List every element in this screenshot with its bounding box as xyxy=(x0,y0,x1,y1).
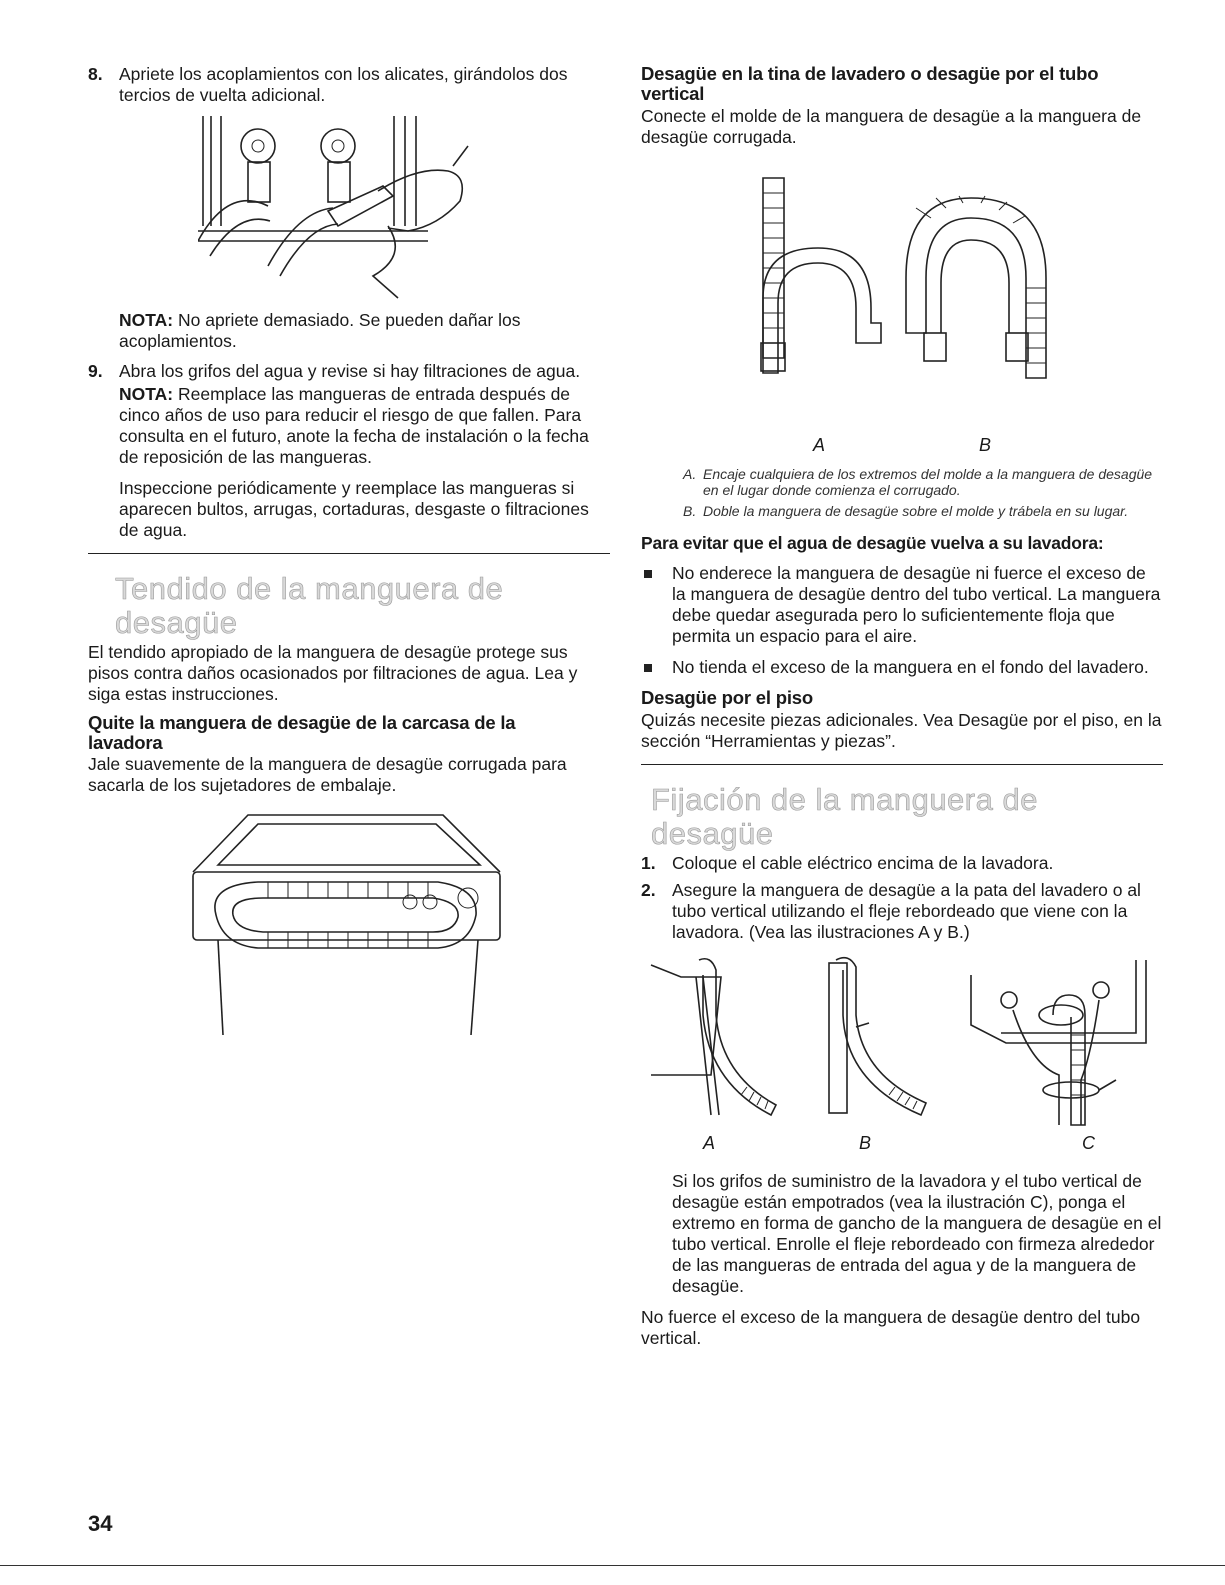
page-number: 34 xyxy=(88,1511,113,1536)
no-force-text: No fuerce el exceso de la manguera de desagüe dentro del tubo vertical. xyxy=(641,1307,1141,1348)
bullet-icon xyxy=(644,664,652,672)
note-label: NOTA: xyxy=(119,310,174,330)
subheading-prevent-backflow: Para evitar que el agua de desagüe vuelva a su lavadora: xyxy=(641,533,1104,553)
step-text: Abra los grifos del agua y revise si hay filtraciones de agua. xyxy=(119,361,581,381)
tub-text: Conecte el molde de la manguera de desagüe a la manguera de desagüe corrugada. xyxy=(641,106,1142,147)
floor-text: Quizás necesite piezas adicionales. Vea Desagüe por el piso, en la sección “Herramientas y piezas”. xyxy=(641,710,1162,751)
note-1 xyxy=(88,310,610,352)
figure-label-c: C xyxy=(1082,1133,1095,1153)
step-number: 8. xyxy=(88,64,103,84)
inspect-text: Inspeccione periódicamente y reemplace las mangueras si aparecen bultos, arrugas, cortaduras, desgaste o filtraciones de agua. xyxy=(119,478,589,540)
subheading-remove-hose: Quite la manguera de desagüe de la carcasa de la lavadora xyxy=(88,712,516,753)
caption-key: B. xyxy=(683,503,697,519)
caption-text: Encaje cualquiera de los extremos del molde a la manguera de desagüe en el lugar donde comienza el corrugado. xyxy=(703,466,1153,498)
step-2 xyxy=(641,880,1163,943)
caption-key: A. xyxy=(683,466,697,482)
list-item-text: No tienda el exceso de la manguera en el fondo del lavadero. xyxy=(672,657,1149,677)
subheading-floor-drain: Desagüe por el piso xyxy=(641,687,813,708)
caption-text: Doble la manguera de desagüe sobre el molde y trábela en su lugar. xyxy=(703,503,1129,519)
note-label: NOTA: xyxy=(119,384,174,404)
figure-label-a: A xyxy=(813,435,826,455)
note-text: Reemplace las mangueras de entrada después de cinco años de uso para reducir el riesgo de que fallen. Para consulta en el futuro, anote la fecha de instalación o la fecha de reposición de las mangueras. xyxy=(119,384,589,467)
bullet-icon xyxy=(644,570,652,578)
right-column xyxy=(641,64,1163,1349)
section-title-routing: Tendido de la manguera de desagüe xyxy=(115,571,504,640)
prevent-list xyxy=(641,563,1163,678)
bottom-rule xyxy=(0,1565,1225,1566)
caption-item-a xyxy=(683,466,1163,498)
list-item xyxy=(641,657,1163,678)
list-item-text: No enderece la manguera de desagüe ni fuerce el exceso de la manguera de desagüe dentro del tubo vertical. La manguera debe quedar asegurada pero lo suficientemente floja que permita un espacio para el aire. xyxy=(672,563,1161,646)
note-text: No apriete demasiado. Se pueden dañar los acoplamientos. xyxy=(119,310,521,351)
step-number: 1. xyxy=(641,853,656,873)
step-text: Coloque el cable eléctrico encima de la lavadora. xyxy=(672,853,1054,873)
section-intro: El tendido apropiado de la manguera de desagüe protege sus pisos contra daños ocasionados por filtraciones de agua. Lea y siga estas instrucciones. xyxy=(88,642,578,704)
hose-form-figure xyxy=(641,158,1163,458)
caption-item-b xyxy=(683,503,1163,519)
figure-label-a: A xyxy=(703,1133,716,1153)
section-divider xyxy=(641,764,1163,765)
subheading-tub-drain: Desagüe en la tina de lavadero o desagüe por el tubo vertical xyxy=(641,63,1099,104)
left-column xyxy=(88,64,610,1040)
recessed-text: Si los grifos de suministro de la lavadora y el tubo vertical de desagüe están empotrados (vea la ilustración C), ponga el extremo en forma de gancho de la manguera de desagüe en el tubo vertical. Enrolle el fleje rebordeado con firmeza alrededor de las mangueras de entrada del agua y de la manguera de desagüe. xyxy=(672,1171,1162,1296)
step-text: Asegure la manguera de desagüe a la pata del lavadero o al tubo vertical utilizando el fleje rebordeado que viene con la lavadora. (Vea las ilustraciones A y B.) xyxy=(672,880,1141,942)
step-9 xyxy=(88,361,610,541)
figure-label-b: B xyxy=(859,1133,872,1153)
section-divider xyxy=(88,553,610,554)
step-1 xyxy=(641,853,1163,874)
pliers-illustration xyxy=(198,116,610,306)
figure-caption xyxy=(641,466,1163,519)
step-number: 9. xyxy=(88,361,103,381)
step-number: 2. xyxy=(641,880,656,900)
section-title-securing: Fijación de la manguera de desagüe xyxy=(651,782,1038,851)
figure-label-b: B xyxy=(979,435,992,455)
step-8 xyxy=(88,64,610,106)
remove-text: Jale suavemente de la manguera de desagüe corrugada para sacarla de los sujetadores de embalaje. xyxy=(88,754,567,795)
step-text: Apriete los acoplamientos con los alicates, girándolos dos tercios de vuelta adicional. xyxy=(119,64,568,105)
washer-hose-illustration xyxy=(188,810,610,1040)
list-item xyxy=(641,563,1163,647)
securing-figure xyxy=(641,955,1163,1155)
